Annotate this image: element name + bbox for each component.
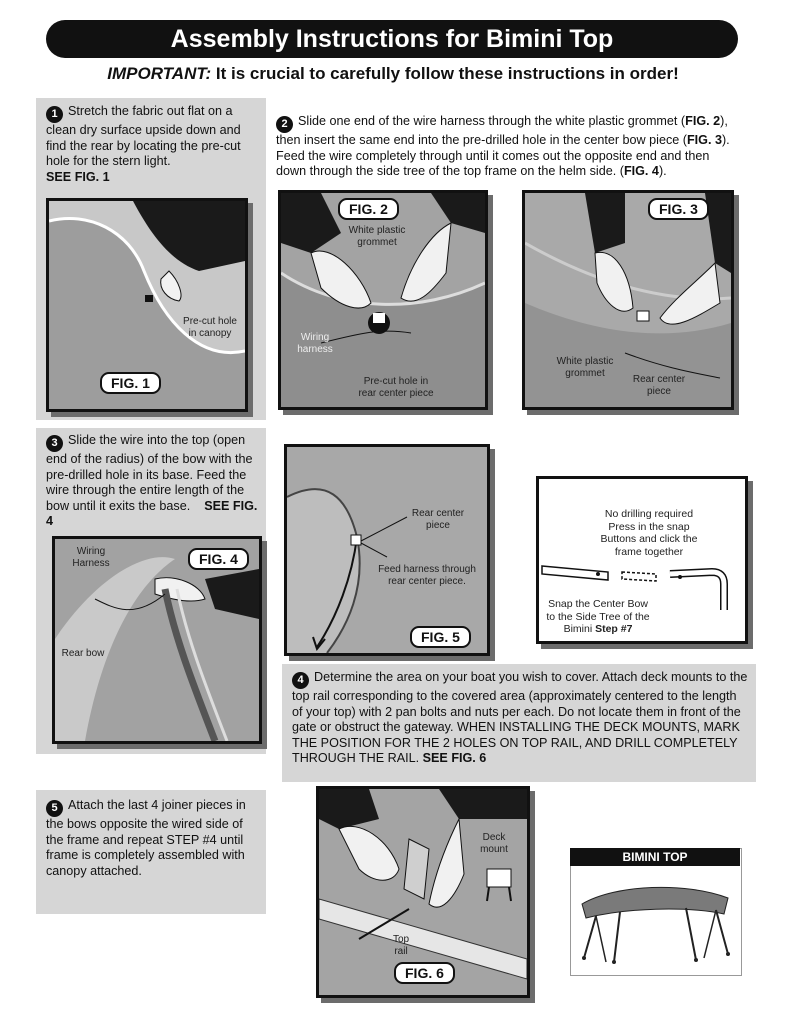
- figure-4-label: FIG. 4: [188, 548, 249, 570]
- step-2-part-1: Slide one end of the wire harness through the white plastic grommet (: [298, 114, 686, 128]
- figure-3-callout-grommet: White plastic grommet: [556, 356, 614, 379]
- step-1-text: [46, 104, 258, 185]
- figure-2-callout-harness: Wiring harness: [297, 332, 333, 355]
- step-3-body: Slide the wire into the top (open end of the radius) of the bow with the pre-drilled hole in its base. Feed the wire through the entire length of the bow until it exits the base.: [46, 433, 253, 513]
- figure-3-callout-rear: Rear center piece: [632, 374, 686, 397]
- step-5-number: 5: [46, 800, 63, 817]
- figure-2-label: FIG. 2: [338, 198, 399, 220]
- step-3-number: 3: [46, 435, 63, 452]
- step-2-part-4: ).: [658, 164, 667, 179]
- step-3-text: [46, 433, 258, 530]
- figure-6-callout-deck: Deck mount: [480, 832, 508, 855]
- step-2-part-3: ). Feed the wire completely through until it comes out the opposite end and then down through the side tree of the top frame on the helm side. (: [276, 133, 730, 179]
- step-4-number: 4: [292, 672, 309, 689]
- step-1-body: Stretch the fabric out flat on a clean dry surface upside down and find the rear by locating the pre-cut hole for the stern light.: [46, 104, 241, 169]
- step-2-text: [276, 114, 736, 180]
- step-1-number: 1: [46, 106, 63, 123]
- figure-2-callout-hole: Pre-cut hole in rear center piece: [358, 376, 434, 399]
- step-4-body: Determine the area on your boat you wish to cover. Attach deck mounts to the top rail corresponding to the covered area (approximately centered to the length of your top) with 2 pan bolts and nuts per each. Do not locate them in front of the gate or obstruct the gateway. WHEN INSTALLING THE DECK MOUNTS, MARK THE POSITION FOR THE 2 HOLES ON TOP RAIL, AND DRILL COMPLETELY THROUGH THE RAIL.: [292, 670, 748, 766]
- step-5-text: [46, 798, 256, 879]
- bimini-top-header: BIMINI TOP: [570, 848, 740, 866]
- figure-2-callout-grommet: White plastic grommet: [348, 225, 406, 248]
- important-label: IMPORTANT:: [107, 64, 212, 83]
- figure-4-callout-rearbow: Rear bow: [61, 648, 105, 659]
- important-notice: [40, 64, 746, 84]
- step-4-see-fig: SEE FIG. 6: [422, 751, 487, 766]
- page-title: Assembly Instructions for Bimini Top: [46, 20, 738, 58]
- step-2-part-2: ), then insert the same end into the pre-drilled hole in the center bow piece (: [276, 114, 728, 147]
- step-4-text: [292, 670, 748, 767]
- snap-caption-text: Snap the Center Bow to the Side Tree of the Bimini: [546, 598, 650, 635]
- step-2-fig2-ref: FIG. 2: [685, 114, 721, 128]
- figure-5-callout-feed: Feed harness through rear center piece.: [378, 564, 476, 587]
- figure-6-label: FIG. 6: [394, 962, 455, 984]
- bimini-top-illustration: [576, 870, 736, 970]
- snap-caption-step: Step #7: [595, 623, 633, 635]
- step-3-see-fig: SEE FIG. 4: [46, 498, 258, 529]
- figure-5: [284, 444, 490, 656]
- step-1-see-fig: SEE FIG. 1: [46, 169, 110, 184]
- figure-6-callout-rail: Top rail: [392, 934, 410, 957]
- figure-4-callout-harness: Wiring Harness: [72, 546, 110, 569]
- figure-5-label: FIG. 5: [410, 626, 471, 648]
- figure-5-illustration: [287, 447, 487, 653]
- figure-1-label: FIG. 1: [100, 372, 161, 394]
- figure-3-label: FIG. 3: [648, 198, 709, 220]
- step-2-fig3-ref: FIG. 3: [686, 133, 722, 147]
- step-5-body: Attach the last 4 joiner pieces in the bows opposite the wired side of the frame and repeat STEP #4 until frame is completely assembled with canopy attached.: [46, 798, 246, 878]
- snap-box-text: No drilling required Press in the snap Buttons and click the frame together: [600, 508, 698, 558]
- important-text: It is crucial to carefully follow these instructions in order!: [211, 64, 679, 83]
- figure-5-callout-rear: Rear center piece: [411, 508, 465, 531]
- step-2-fig4-ref: FIG. 4: [623, 164, 659, 179]
- figure-1-callout: Pre-cut hole in canopy: [183, 316, 237, 339]
- snap-box-caption: [544, 598, 652, 636]
- step-2-number: 2: [276, 116, 293, 133]
